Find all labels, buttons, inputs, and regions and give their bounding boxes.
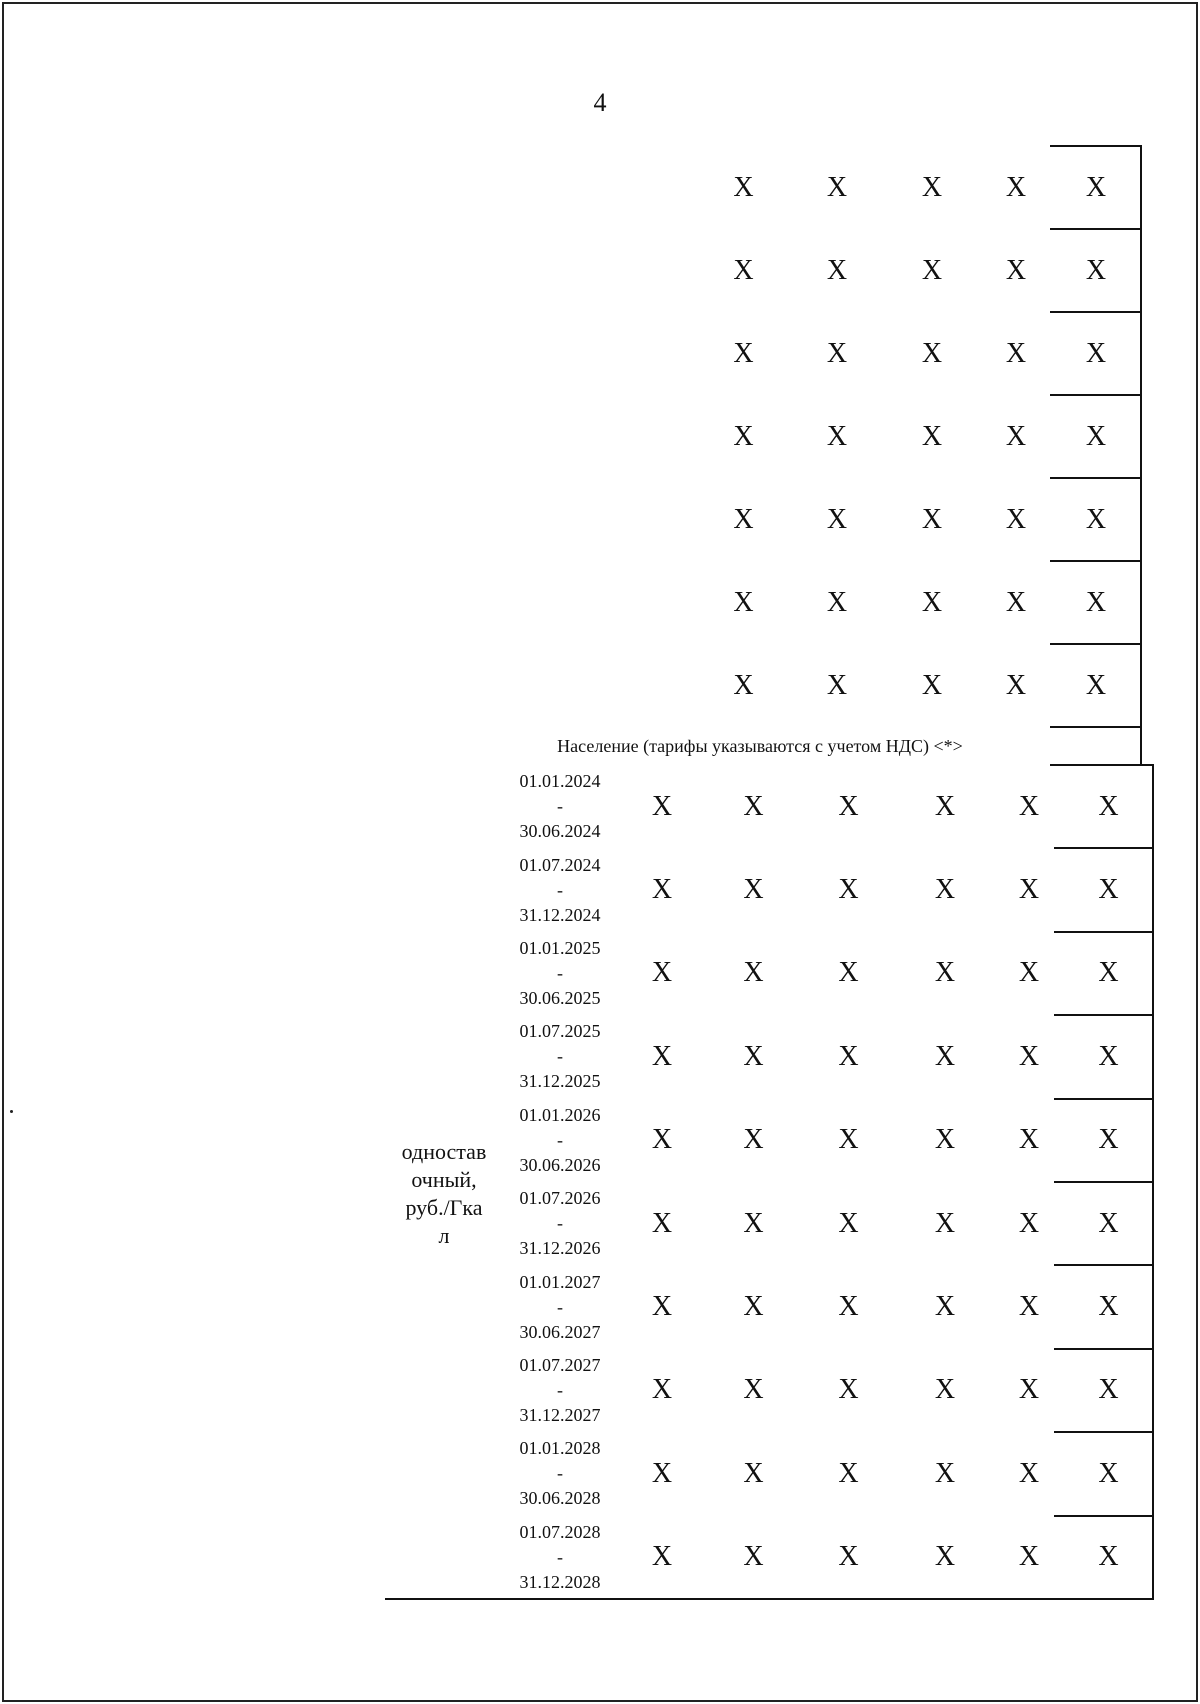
x-mark: X <box>1018 790 1040 822</box>
x-mark: X <box>1098 1040 1119 1072</box>
x-mark: X <box>838 1374 859 1406</box>
period-sep: - <box>557 1463 563 1484</box>
x-mark: X <box>838 1457 859 1489</box>
x-mark: X <box>743 1457 764 1489</box>
period-end: 31.12.2026 <box>519 1238 601 1259</box>
x-mark: X <box>838 1291 859 1323</box>
table-rule <box>1140 726 1142 764</box>
x-mark: X <box>651 874 673 906</box>
period-start: 01.01.2026 <box>519 1104 601 1125</box>
x-mark: X <box>1085 669 1107 701</box>
period-cell <box>503 849 617 930</box>
period-end: 30.06.2028 <box>519 1488 601 1509</box>
x-mark: X <box>1098 1124 1119 1156</box>
period-start: 01.01.2024 <box>519 771 601 792</box>
x-mark: X <box>921 337 943 369</box>
x-mark: X <box>733 503 754 535</box>
x-mark: X <box>826 171 848 203</box>
period-start: 01.01.2028 <box>519 1438 601 1459</box>
x-mark: X <box>1018 874 1040 906</box>
x-mark: X <box>838 1541 859 1573</box>
x-mark: X <box>934 1040 956 1072</box>
x-mark: X <box>651 790 673 822</box>
x-mark: X <box>1098 790 1119 822</box>
period-sep: - <box>557 879 563 900</box>
x-mark: X <box>1098 957 1119 989</box>
x-mark: X <box>743 1124 764 1156</box>
table-rule <box>385 1598 1154 1600</box>
x-mark: X <box>1085 586 1107 618</box>
period-cell <box>503 1433 617 1514</box>
tariff-label-line: л <box>438 1222 450 1248</box>
period-start: 01.01.2027 <box>519 1271 601 1292</box>
x-mark: X <box>651 1207 673 1239</box>
scan-speck <box>10 1110 13 1113</box>
period-end: 31.12.2028 <box>519 1571 601 1592</box>
period-cell <box>503 1183 617 1264</box>
x-mark: X <box>921 171 943 203</box>
x-mark: X <box>838 1124 859 1156</box>
x-mark: X <box>1018 1207 1040 1239</box>
x-mark: X <box>1018 1040 1040 1072</box>
period-sep: - <box>557 1379 563 1400</box>
x-mark: X <box>1018 1457 1040 1489</box>
period-sep: - <box>557 1046 563 1067</box>
period-end: 30.06.2024 <box>519 821 601 842</box>
x-mark: X <box>838 957 859 989</box>
x-mark: X <box>921 669 943 701</box>
x-mark: X <box>1005 337 1027 369</box>
period-sep: - <box>557 796 563 817</box>
period-sep: - <box>557 962 563 983</box>
x-mark: X <box>743 1291 764 1323</box>
period-cell <box>503 1266 617 1347</box>
x-mark: X <box>1098 1374 1119 1406</box>
period-sep: - <box>557 1546 563 1567</box>
tariff-label-line: руб./Гка <box>405 1194 483 1220</box>
x-mark: X <box>826 254 848 286</box>
page-number: 4 <box>593 88 607 117</box>
x-mark: X <box>934 1291 956 1323</box>
x-mark: X <box>1085 254 1107 286</box>
x-mark: X <box>733 337 754 369</box>
x-mark: X <box>651 1124 673 1156</box>
x-mark: X <box>826 669 848 701</box>
period-end: 31.12.2024 <box>519 904 601 925</box>
x-mark: X <box>838 1040 859 1072</box>
x-mark: X <box>743 874 764 906</box>
x-mark: X <box>743 1374 764 1406</box>
x-mark: X <box>1018 1374 1040 1406</box>
period-end: 30.06.2025 <box>519 987 601 1008</box>
x-mark: X <box>1098 1207 1119 1239</box>
x-mark: X <box>934 1124 956 1156</box>
tariff-label-line: очный, <box>411 1166 477 1192</box>
x-mark: X <box>743 1541 764 1573</box>
section-header: Население (тарифы указываются с учетом НДС) <*> <box>557 735 963 756</box>
x-mark: X <box>733 669 754 701</box>
x-mark: X <box>651 1457 673 1489</box>
x-mark: X <box>921 503 943 535</box>
x-mark: X <box>1005 254 1027 286</box>
period-start: 01.07.2024 <box>519 854 601 875</box>
period-cell <box>503 1100 617 1181</box>
x-mark: X <box>1018 1124 1040 1156</box>
period-cell <box>503 1350 617 1431</box>
x-mark: X <box>733 171 754 203</box>
table-rule <box>1140 145 1142 726</box>
x-mark: X <box>651 1291 673 1323</box>
x-mark: X <box>1005 669 1027 701</box>
tariff-type-label <box>388 1138 500 1250</box>
x-mark: X <box>934 1374 956 1406</box>
x-mark: X <box>838 1207 859 1239</box>
period-start: 01.07.2028 <box>519 1521 601 1542</box>
period-end: 31.12.2025 <box>519 1071 601 1092</box>
period-end: 30.06.2027 <box>519 1321 601 1342</box>
x-mark: X <box>1018 1541 1040 1573</box>
x-mark: X <box>838 790 859 822</box>
x-mark: X <box>826 503 848 535</box>
period-cell <box>503 766 617 847</box>
period-start: 01.07.2025 <box>519 1021 601 1042</box>
x-mark: X <box>1098 1291 1119 1323</box>
x-mark: X <box>1098 874 1119 906</box>
x-mark: X <box>826 337 848 369</box>
period-cell <box>503 1016 617 1097</box>
x-mark: X <box>733 254 754 286</box>
tariff-label-line: одностав <box>401 1138 487 1164</box>
x-mark: X <box>1085 420 1107 452</box>
x-mark: X <box>826 420 848 452</box>
x-mark: X <box>651 1374 673 1406</box>
x-mark: X <box>934 874 956 906</box>
x-mark: X <box>743 957 764 989</box>
x-mark: X <box>934 790 956 822</box>
period-sep: - <box>557 1129 563 1150</box>
period-sep: - <box>557 1296 563 1317</box>
x-mark: X <box>743 1207 764 1239</box>
x-mark: X <box>651 1541 673 1573</box>
x-mark: X <box>733 586 754 618</box>
x-mark: X <box>743 1040 764 1072</box>
period-start: 01.01.2025 <box>519 937 601 958</box>
x-mark: X <box>1005 586 1027 618</box>
period-end: 31.12.2027 <box>519 1404 601 1425</box>
x-mark: X <box>934 957 956 989</box>
x-mark: X <box>826 586 848 618</box>
x-mark: X <box>1085 171 1107 203</box>
period-cell <box>503 1517 617 1598</box>
x-mark: X <box>1098 1541 1119 1573</box>
x-mark: X <box>1005 171 1027 203</box>
x-mark: X <box>934 1457 956 1489</box>
x-mark: X <box>1005 420 1027 452</box>
x-mark: X <box>1085 503 1107 535</box>
x-mark: X <box>1018 1291 1040 1323</box>
x-mark: X <box>934 1541 956 1573</box>
period-start: 01.07.2027 <box>519 1354 601 1375</box>
period-start: 01.07.2026 <box>519 1188 601 1209</box>
x-mark: X <box>651 957 673 989</box>
period-end: 30.06.2026 <box>519 1154 601 1175</box>
period-cell <box>503 933 617 1014</box>
x-mark: X <box>934 1207 956 1239</box>
period-sep: - <box>557 1213 563 1234</box>
x-mark: X <box>1098 1457 1119 1489</box>
x-mark: X <box>743 790 764 822</box>
x-mark: X <box>838 874 859 906</box>
x-mark: X <box>651 1040 673 1072</box>
x-mark: X <box>1085 337 1107 369</box>
x-mark: X <box>1018 957 1040 989</box>
x-mark: X <box>921 420 943 452</box>
x-mark: X <box>921 586 943 618</box>
x-mark: X <box>921 254 943 286</box>
x-mark: X <box>1005 503 1027 535</box>
x-mark: X <box>733 420 754 452</box>
